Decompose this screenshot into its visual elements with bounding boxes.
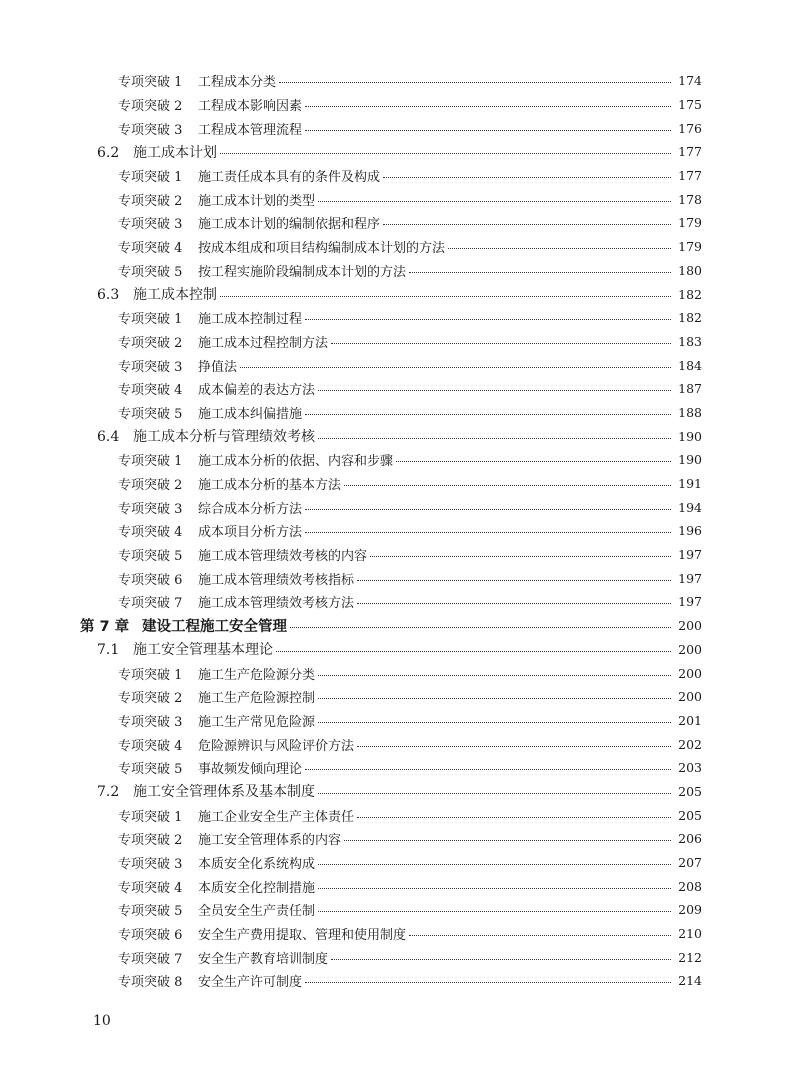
toc-entry-number: 专项突破 1 bbox=[118, 809, 183, 825]
toc-entry-page: 197 bbox=[678, 570, 702, 586]
toc-entry-number: 专项突破 1 bbox=[118, 312, 183, 328]
dot-leader bbox=[305, 319, 671, 320]
toc-entry-title: 施工成本分析与管理绩效考核 bbox=[133, 429, 315, 446]
toc-entry-number: 专项突破 1 bbox=[118, 667, 183, 683]
toc-subsection bbox=[0, 685, 702, 709]
toc-entry-number: 专项突破 2 bbox=[118, 99, 183, 115]
toc-entry-page: 197 bbox=[678, 547, 702, 563]
toc-subsection bbox=[0, 448, 702, 472]
toc-entry-label bbox=[118, 711, 315, 730]
toc-subsection bbox=[0, 543, 702, 567]
toc-entry-page: 205 bbox=[678, 807, 702, 823]
toc-entry-page: 194 bbox=[678, 499, 702, 515]
dot-leader bbox=[331, 959, 671, 960]
toc-entry-number: 专项突破 6 bbox=[118, 928, 183, 944]
toc-entry-number: 6.3 bbox=[97, 287, 120, 304]
toc-entry-number: 专项突破 5 bbox=[118, 904, 183, 920]
toc-entry-label bbox=[97, 781, 315, 801]
toc-subsection bbox=[0, 709, 702, 733]
dot-leader bbox=[318, 911, 671, 912]
toc-entry-page: 200 bbox=[678, 641, 702, 657]
toc-entry-page: 177 bbox=[678, 144, 702, 160]
toc-entry-title: 施工成本管理绩效考核方法 bbox=[198, 596, 355, 612]
dot-leader bbox=[318, 888, 671, 889]
toc-entry-page: 178 bbox=[678, 191, 702, 207]
toc-subsection bbox=[0, 661, 702, 685]
toc-entry-title: 施工成本计划的编制依据和程序 bbox=[198, 217, 381, 233]
toc-entry-title: 施工安全管理基本理论 bbox=[133, 642, 273, 659]
toc-entry-title: 事故频发倾向理论 bbox=[198, 762, 303, 778]
toc-entry-number: 6.2 bbox=[97, 144, 120, 161]
toc-entry-page: 180 bbox=[678, 262, 702, 278]
dot-leader bbox=[305, 982, 671, 983]
toc-entry-page: 200 bbox=[678, 618, 702, 634]
toc-entry-title: 施工成本管理绩效考核的内容 bbox=[198, 549, 368, 565]
dot-leader bbox=[357, 746, 671, 747]
dot-leader bbox=[318, 438, 671, 439]
dot-leader bbox=[409, 272, 671, 273]
toc-entry-number: 6.4 bbox=[97, 429, 120, 446]
page-number: 10 bbox=[93, 1013, 111, 1029]
toc-subsection bbox=[0, 330, 702, 354]
dot-leader bbox=[290, 627, 671, 628]
toc-entry-label bbox=[118, 237, 445, 256]
toc-entry-title: 施工成本过程控制方法 bbox=[198, 335, 329, 351]
toc-entry-label bbox=[80, 615, 287, 636]
toc-section bbox=[0, 424, 702, 448]
dot-leader bbox=[344, 485, 671, 486]
toc-subsection bbox=[0, 235, 702, 259]
toc-entry-label bbox=[118, 474, 341, 493]
toc-entry-number: 专项突破 1 bbox=[118, 170, 183, 186]
toc-entry-page: 212 bbox=[678, 949, 702, 965]
toc-entry-title: 综合成本分析方法 bbox=[198, 501, 303, 517]
toc-entry-title: 安全生产费用提取、管理和使用制度 bbox=[198, 928, 407, 944]
toc-entry-label bbox=[118, 853, 315, 872]
toc-subsection bbox=[0, 306, 702, 330]
dot-leader bbox=[357, 603, 671, 604]
dot-leader bbox=[318, 864, 671, 865]
dot-leader bbox=[318, 698, 671, 699]
toc-entry-page: 176 bbox=[678, 120, 702, 136]
toc-entry-title: 建设工程施工安全管理 bbox=[142, 619, 287, 636]
toc-subsection bbox=[0, 377, 702, 401]
toc-entry-title: 按工程实施阶段编制成本计划的方法 bbox=[198, 264, 407, 280]
dot-leader bbox=[357, 817, 671, 818]
toc-entry-number: 专项突破 5 bbox=[118, 264, 183, 280]
toc-entry-label bbox=[97, 142, 217, 162]
toc-section bbox=[0, 780, 702, 804]
dot-leader bbox=[305, 106, 671, 107]
toc-entry-number: 专项突破 7 bbox=[118, 951, 183, 967]
toc-entry-title: 挣值法 bbox=[198, 359, 238, 375]
dot-leader bbox=[318, 675, 671, 676]
toc-entry-title: 施工成本纠偏措施 bbox=[198, 406, 303, 422]
toc-subsection bbox=[0, 851, 702, 875]
toc-entry-number: 专项突破 4 bbox=[118, 383, 183, 399]
toc-subsection bbox=[0, 969, 702, 993]
toc-entry-page: 208 bbox=[678, 878, 702, 894]
toc-entry-label bbox=[118, 758, 302, 777]
toc-entry-title: 施工成本分析的基本方法 bbox=[198, 478, 342, 494]
toc-subsection bbox=[0, 401, 702, 425]
toc-entry-label bbox=[118, 450, 393, 469]
dot-leader bbox=[305, 769, 671, 770]
dot-leader bbox=[305, 532, 671, 533]
toc-entry-label bbox=[118, 308, 302, 327]
toc-entry-page: 205 bbox=[678, 783, 702, 799]
toc-entry-page: 210 bbox=[678, 926, 702, 942]
toc-subsection bbox=[0, 922, 702, 946]
toc-entry-title: 施工成本控制过程 bbox=[198, 312, 303, 328]
toc-subsection bbox=[0, 93, 702, 117]
toc-entry-label bbox=[97, 426, 315, 446]
dot-leader bbox=[276, 651, 671, 652]
toc-entry-number: 专项突破 3 bbox=[118, 857, 183, 873]
toc-entry-number: 专项突破 3 bbox=[118, 714, 183, 730]
toc-entry-title: 施工安全管理体系的内容 bbox=[198, 833, 342, 849]
toc-entry-number: 专项突破 3 bbox=[118, 359, 183, 375]
toc-entry-label bbox=[118, 664, 315, 683]
dot-leader bbox=[318, 793, 671, 794]
toc-entry-page: 175 bbox=[678, 97, 702, 113]
toc-entry-label bbox=[118, 735, 354, 754]
toc-entry-title: 施工安全管理体系及基本制度 bbox=[133, 784, 315, 801]
toc-entry-title: 安全生产教育培训制度 bbox=[198, 951, 329, 967]
toc-subsection bbox=[0, 164, 702, 188]
toc-entry-page: 207 bbox=[678, 855, 702, 871]
toc-subsection bbox=[0, 519, 702, 543]
toc-entry-page: 196 bbox=[678, 523, 702, 539]
toc-entry-title: 施工企业安全生产主体责任 bbox=[198, 809, 355, 825]
toc-entry-title: 成本项目分析方法 bbox=[198, 525, 303, 541]
toc-entry-label bbox=[118, 971, 302, 990]
toc-entry-number: 专项突破 1 bbox=[118, 75, 183, 91]
toc-entry-label bbox=[118, 356, 237, 375]
dot-leader bbox=[305, 509, 671, 510]
toc-entry-number: 专项突破 5 bbox=[118, 762, 183, 778]
toc-entry-number: 专项突破 5 bbox=[118, 406, 183, 422]
toc-entry-title: 安全生产许可制度 bbox=[198, 975, 303, 991]
toc-entry-label bbox=[118, 877, 315, 896]
dot-leader bbox=[305, 130, 671, 131]
toc-entry-number: 专项突破 3 bbox=[118, 501, 183, 517]
toc-entry-title: 按成本组成和项目结构编制成本计划的方法 bbox=[198, 241, 446, 257]
toc-entry-number: 第 7 章 bbox=[80, 619, 130, 636]
toc-entry-label bbox=[97, 639, 273, 659]
toc-section bbox=[0, 140, 702, 164]
toc-entry-label bbox=[118, 261, 406, 280]
toc-entry-title: 成本偏差的表达方法 bbox=[198, 383, 316, 399]
toc-entry-page: 197 bbox=[678, 594, 702, 610]
toc-entry-label bbox=[118, 829, 341, 848]
dot-leader bbox=[318, 201, 671, 202]
dot-leader bbox=[396, 461, 671, 462]
toc-subsection bbox=[0, 472, 702, 496]
toc-entry-number: 专项突破 3 bbox=[118, 217, 183, 233]
toc-entry-number: 7.1 bbox=[97, 642, 120, 659]
toc-entry-page: 203 bbox=[678, 760, 702, 776]
toc-entry-label bbox=[118, 900, 315, 919]
dot-leader bbox=[409, 935, 671, 936]
toc-subsection bbox=[0, 566, 702, 590]
toc-entry-label bbox=[118, 379, 315, 398]
toc-entry-title: 施工生产常见危险源 bbox=[198, 714, 316, 730]
dot-leader bbox=[220, 153, 671, 154]
dot-leader bbox=[383, 224, 671, 225]
toc-entry-title: 工程成本管理流程 bbox=[198, 122, 303, 138]
toc-entry-number: 专项突破 2 bbox=[118, 833, 183, 849]
toc-entry-label bbox=[118, 687, 315, 706]
toc-entry-label bbox=[97, 284, 217, 304]
toc-entry-page: 179 bbox=[678, 239, 702, 255]
toc-entry-number: 专项突破 4 bbox=[118, 880, 183, 896]
toc-subsection bbox=[0, 495, 702, 519]
toc-entry-title: 施工成本分析的依据、内容和步骤 bbox=[198, 454, 394, 470]
toc-subsection bbox=[0, 827, 702, 851]
toc-entry-page: 187 bbox=[678, 381, 702, 397]
toc-entry-title: 工程成本影响因素 bbox=[198, 99, 303, 115]
toc-subsection bbox=[0, 732, 702, 756]
toc-entry-title: 本质安全化系统构成 bbox=[198, 857, 316, 873]
toc-entry-page: 182 bbox=[678, 286, 702, 302]
toc-entry-page: 201 bbox=[678, 712, 702, 728]
dot-leader bbox=[220, 296, 671, 297]
toc-section bbox=[0, 638, 702, 662]
dot-leader bbox=[448, 248, 671, 249]
toc-entry-page: 190 bbox=[678, 428, 702, 444]
toc-entry-page: 184 bbox=[678, 357, 702, 373]
dot-leader bbox=[279, 82, 671, 83]
toc-entry-page: 174 bbox=[678, 73, 702, 89]
toc-entry-label bbox=[118, 498, 302, 517]
toc-subsection bbox=[0, 874, 702, 898]
toc-entry-page: 209 bbox=[678, 902, 702, 918]
toc-entry-number: 专项突破 4 bbox=[118, 241, 183, 257]
toc-subsection bbox=[0, 898, 702, 922]
toc-entry-page: 177 bbox=[678, 168, 702, 184]
toc-entry-label bbox=[118, 71, 276, 90]
toc-entry-page: 182 bbox=[678, 310, 702, 326]
toc-entry-number: 专项突破 7 bbox=[118, 596, 183, 612]
toc-entry-title: 施工成本控制 bbox=[133, 287, 217, 304]
toc-entry-number: 专项突破 5 bbox=[118, 549, 183, 565]
toc-entry-number: 专项突破 8 bbox=[118, 975, 183, 991]
toc-chapter bbox=[0, 614, 702, 638]
toc-entry-number: 专项突破 1 bbox=[118, 454, 183, 470]
toc-entry-number: 专项突破 2 bbox=[118, 335, 183, 351]
toc-entry-title: 施工成本管理绩效考核指标 bbox=[198, 572, 355, 588]
toc-entry-page: 200 bbox=[678, 665, 702, 681]
toc-entry-page: 214 bbox=[678, 973, 702, 989]
toc-entry-page: 206 bbox=[678, 831, 702, 847]
toc-entry-page: 188 bbox=[678, 404, 702, 420]
toc-entry-number: 专项突破 4 bbox=[118, 525, 183, 541]
toc-entry-label bbox=[118, 213, 380, 232]
toc-entry-title: 全员安全生产责任制 bbox=[198, 904, 316, 920]
toc-entry-number: 专项突破 4 bbox=[118, 738, 183, 754]
toc-entry-title: 施工成本计划 bbox=[133, 144, 217, 161]
toc-entry-label bbox=[118, 569, 354, 588]
dot-leader bbox=[331, 343, 671, 344]
toc-entry-number: 专项突破 3 bbox=[118, 122, 183, 138]
toc-entry-number: 专项突破 6 bbox=[118, 572, 183, 588]
toc-entry-title: 危险源辨识与风险评价方法 bbox=[198, 738, 355, 754]
toc-subsection bbox=[0, 945, 702, 969]
toc-section bbox=[0, 282, 702, 306]
toc-entry-title: 本质安全化控制措施 bbox=[198, 880, 316, 896]
toc-subsection bbox=[0, 116, 702, 140]
toc-entry-page: 179 bbox=[678, 215, 702, 231]
dot-leader bbox=[357, 580, 671, 581]
dot-leader bbox=[318, 390, 671, 391]
toc-entry-page: 183 bbox=[678, 333, 702, 349]
toc-entry-number: 专项突破 2 bbox=[118, 478, 183, 494]
toc-entry-label bbox=[118, 166, 380, 185]
toc-entry-page: 200 bbox=[678, 689, 702, 705]
toc-entry-page: 191 bbox=[678, 476, 702, 492]
toc-entry-title: 施工责任成本具有的条件及构成 bbox=[198, 170, 381, 186]
toc-entry-number: 专项突破 2 bbox=[118, 193, 183, 209]
toc-entry-label bbox=[118, 545, 367, 564]
toc-subsection bbox=[0, 590, 702, 614]
toc-entry-label bbox=[118, 332, 328, 351]
dot-leader bbox=[344, 840, 671, 841]
table-of-contents bbox=[0, 69, 790, 993]
toc-entry-label bbox=[118, 592, 354, 611]
toc-entry-page: 190 bbox=[678, 452, 702, 468]
toc-entry-title: 施工生产危险源控制 bbox=[198, 691, 316, 707]
dot-leader bbox=[370, 556, 671, 557]
toc-entry-label bbox=[118, 190, 315, 209]
toc-subsection bbox=[0, 187, 702, 211]
toc-entry-label bbox=[118, 403, 302, 422]
toc-subsection bbox=[0, 259, 702, 283]
toc-entry-label bbox=[118, 806, 354, 825]
toc-entry-title: 工程成本分类 bbox=[198, 75, 277, 91]
dot-leader bbox=[383, 177, 671, 178]
toc-entry-number: 7.2 bbox=[97, 784, 120, 801]
toc-entry-number: 专项突破 2 bbox=[118, 691, 183, 707]
dot-leader bbox=[305, 414, 671, 415]
dot-leader bbox=[240, 367, 671, 368]
toc-subsection bbox=[0, 211, 702, 235]
toc-entry-label bbox=[118, 924, 406, 943]
toc-entry-title: 施工成本计划的类型 bbox=[198, 193, 316, 209]
toc-entry-label bbox=[118, 521, 302, 540]
toc-entry-label bbox=[118, 948, 328, 967]
toc-entry-label bbox=[118, 119, 302, 138]
toc-subsection bbox=[0, 353, 702, 377]
toc-subsection bbox=[0, 803, 702, 827]
toc-entry-page: 202 bbox=[678, 736, 702, 752]
toc-entry-title: 施工生产危险源分类 bbox=[198, 667, 316, 683]
dot-leader bbox=[318, 722, 671, 723]
toc-entry-label bbox=[118, 95, 302, 114]
toc-subsection bbox=[0, 69, 702, 93]
toc-subsection bbox=[0, 756, 702, 780]
